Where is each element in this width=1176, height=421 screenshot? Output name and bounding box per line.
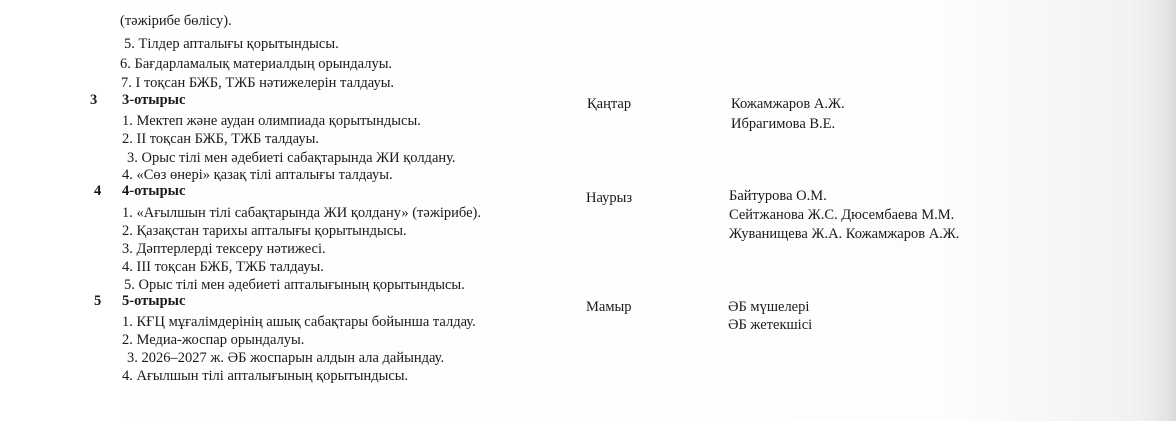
month-cell: Мамыр	[586, 299, 632, 315]
responsible-name: Байтурова О.М.	[729, 188, 827, 204]
row-number: 4	[94, 183, 102, 199]
session-title: 3-отырыс	[122, 92, 186, 108]
agenda-item: 2. Қазақстан тарихы апталығы қорытындысы.	[122, 223, 407, 239]
responsible-name: Сейтжанова Ж.С. Дюсембаева М.М.	[729, 207, 955, 223]
responsible-name: ӘБ жетекшісі	[728, 317, 813, 333]
agenda-item: 5. Орыс тілі мен әдебиеті апталығының қорытындысы.	[124, 277, 465, 293]
agenda-item: 1. «Ағылшын тілі сабақтарында ЖИ қолдану» (тәжірибе).	[122, 205, 481, 221]
agenda-item: 4. ІІІ тоқсан БЖБ, ТЖБ талдауы.	[122, 259, 324, 275]
session-title: 5-отырыс	[122, 293, 186, 309]
month-cell: Қаңтар	[587, 96, 632, 112]
lead-in-line: (тәжірибе бөлісу).	[120, 13, 232, 29]
agenda-item: 3. Дәптерлерді тексеру нәтижесі.	[122, 241, 326, 257]
lead-in-line: 6. Бағдарламалық материалдың орындалуы.	[120, 56, 393, 72]
responsible-name: ӘБ мүшелері	[728, 299, 810, 315]
row-number: 3	[90, 92, 98, 108]
agenda-item: 2. ІІ тоқсан БЖБ, ТЖБ талдауы.	[122, 131, 319, 147]
responsible-name: Кожамжаров А.Ж.	[731, 96, 845, 112]
agenda-item: 4. «Сөз өнері» қазақ тілі апталығы талдауы.	[122, 167, 393, 183]
agenda-item: 3. Орыс тілі мен әдебиеті сабақтарында ЖИ қолдану.	[127, 150, 456, 166]
lead-in-line: 7. І тоқсан БЖБ, ТЖБ нәтижелерін талдауы.	[121, 75, 395, 91]
agenda-item: 1. Мектеп және аудан олимпиада қорытындысы.	[122, 113, 421, 129]
row-number: 5	[94, 293, 102, 309]
month-cell: Наурыз	[586, 190, 633, 206]
responsible-name: Жуванищева Ж.А. Кожамжаров А.Ж.	[729, 226, 960, 242]
agenda-item: 3. 2026–2027 ж. ӘБ жоспарын алдын ала дайындау.	[127, 350, 445, 366]
responsible-name: Ибрагимова В.Е.	[731, 116, 836, 132]
session-title: 4-отырыс	[122, 183, 186, 199]
agenda-item: 4. Ағылшын тілі апталығының қорытындысы.	[122, 368, 409, 384]
agenda-item: 1. КҒЦ мұғалімдерінің ашық сабақтары бойынша талдау.	[122, 314, 476, 330]
agenda-item: 2. Медиа-жоспар орындалуы.	[122, 332, 305, 348]
lead-in-line: 5. Тілдер апталығы қорытындысы.	[124, 36, 339, 52]
paper-edge-shadow	[1154, 0, 1176, 421]
